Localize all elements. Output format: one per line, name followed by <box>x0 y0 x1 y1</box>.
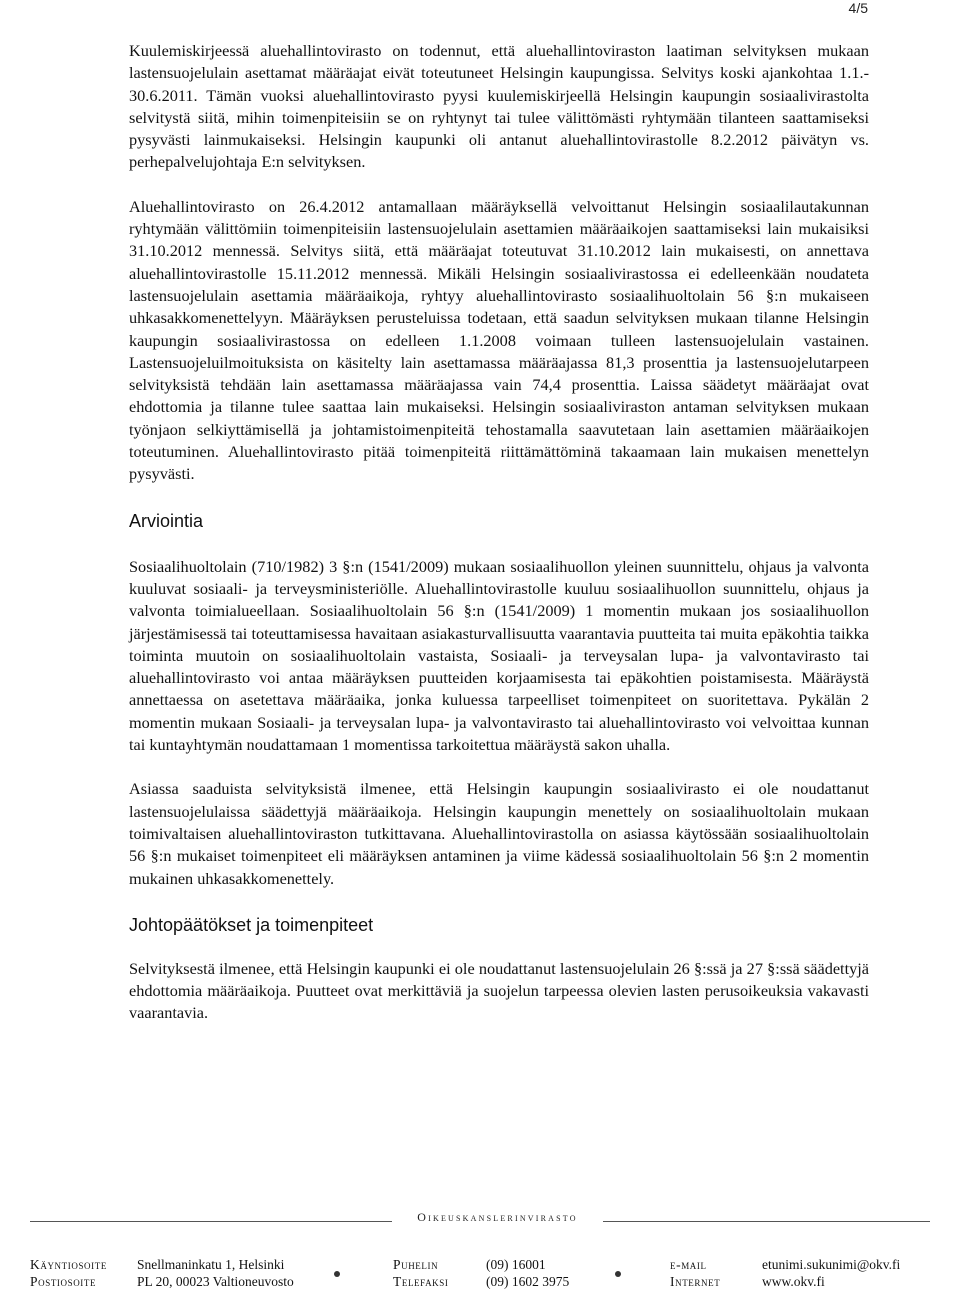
fax-value: (09) 1602 3975 <box>486 1274 570 1289</box>
postal-address-label: Postiosoite <box>30 1274 97 1289</box>
phone-label: Puhelin <box>393 1257 439 1272</box>
paragraph-selvitykset: Asiassa saaduista selvityksistä ilmenee, että Helsingin kaupungin sosiaalivirasto ei ole noudattanut lastensuojelulaissa säädettyjä määräaikoja. Helsingin kaupungin menettely on sosiaalihuoltolain mukaan toimivaltaisen aluehallintoviraston tutkittavana. Aluehallintovirastolla on asiassa käytössään sosiaalihuoltolain 56 §:n mukaiset toimenpiteet eli määräyksen antaminen ja viime kädessä sosiaalihuoltolain 56 §:n 2 momentin mukainen uhkasakkomenettely. <box>129 779 869 888</box>
footer-bullet-icon <box>334 1271 340 1277</box>
footer-divider-left <box>30 1221 392 1222</box>
visiting-address-value: Snellmaninkatu 1, Helsinki <box>137 1257 285 1272</box>
visiting-address-label: Käyntiosoite <box>30 1257 107 1272</box>
document-body <box>129 40 869 1025</box>
email-value: etunimi.sukunimi@okv.fi <box>762 1257 901 1272</box>
heading-arviointia: Arviointia <box>129 510 204 531</box>
postal-address-value: PL 20, 00023 Valtioneuvosto <box>137 1274 294 1289</box>
paragraph-johtopaatos: Selvityksestä ilmenee, että Helsingin kaupunki ei ole noudattanut lastensuojelulain 26 §:ssä ja 27 §:ssä säädettyjä ehdottomia määräaikoja. Puutteet ovat merkittäviä ja suojelun tarpeessa olevien lasten perusoikeuksia vakavasti vaarantavia. <box>129 958 869 1023</box>
footer-bullet-icon <box>615 1271 621 1277</box>
page-number: 4/5 <box>848 0 868 16</box>
fax-label: Telefaksi <box>393 1274 449 1289</box>
paragraph-sosiaalihuoltolaki: Sosiaalihuoltolain (710/1982) 3 §:n (1541/2009) mukaan sosiaalihuollon yleinen suunnittelu, ohjaus ja valvonta kuuluvat sosiaali- ja terveysministeriölle. Aluehallintovirastolle kuuluu sosiaalihuollon suunnittelu, ohjaus ja valvonta toimialueellaan. Sosiaalihuoltolain 56 §:n (1541/2009) 1 momentin mukaan jos sosiaalihuollon järjestämisessä tai toteuttamisessa havaitaan asiakasturvallisuutta vaarantavia puutteita tai muita epäkohtia taikka toiminta muutoin on sosiaalihuoltolain vastaista, Sosiaali- ja terveysalan lupa- ja valvontavirasto tai aluehallintovirasto voi antaa määräyksen puutteiden korjaamisesta tai epäkohtien poistamisesta. Määräystä annettaessa on asetettava määräaika, jonka kuluessa tarpeelliset toimenpiteet on suoritettava. Pykälän 2 momentin mukaan Sosiaali- ja terveysalan lupa- ja valvontavirasto tai aluehallintovirasto voi velvoittaa kunnan tai kuntayhtymän noudattamaan 1 momentissa tarkoitettua määräystä sakon uhalla. <box>129 556 869 755</box>
internet-label: Internet <box>670 1274 721 1289</box>
page-footer <box>0 1208 960 1291</box>
internet-value: www.okv.fi <box>762 1274 825 1289</box>
footer-organization-name: Oikeuskanslerinvirasto <box>417 1210 578 1224</box>
phone-value: (09) 16001 <box>486 1257 546 1272</box>
email-label: e-mail <box>670 1257 707 1272</box>
paragraph-maarays: Aluehallintovirasto on 26.4.2012 antamallaan määräyksellä velvoittanut Helsingin sosiaalilautakunnan ryhtymään välittömiin toimenpiteisiin lastensuojelulain asettamien määräaikojen saattamiseksi lain mukaisiksi 31.10.2012 mennessä. Selvitys siitä, että määräajat toteutuvat 31.10.2012 lain mukaisesti, on annettava aluehallintovirastolle 15.11.2012 mennessä. Mikäli Helsingin sosiaalivirastossa ei edelleenkään noudateta lastensuojelulain asettamia määräaikoja, ryhtyy aluehallintovirasto sosiaalihuoltolain 56 §:n mukaiseen uhkasakkomenettelyyn. Määräyksen perusteluissa todetaan, että saadun selvityksen mukaan tilanne Helsingin kaupungin sosiaalivirastossa on edelleen 1.1.2008 voimaan tulleen lastensuojelulain vastainen. Lastensuojeluilmoituksista on käsitelty lain asettamassa määräajassa 81,3 prosenttia ja lastensuojelutarpeen selvityksistä tehdään lain asettamassa määräajassa vain 74,4 prosenttia. Laissa säädetyt määräajat ovat ehdottomia ja tilanne tulee saattaa lain mukaiseksi. Helsingin sosiaaliviraston antaman selvityksen mukaan työnjaon selkiyttämisellä ja johtamistoimenpiteitä tehostamalla saavutetaan lain asettamien määräaikojen toteutuminen. Aluehallintovirasto pitää toimenpiteitä riittämättöminä takaamaan lain mukaisen menettelyn pysyvästi. <box>129 196 869 484</box>
footer-divider-right <box>603 1221 930 1222</box>
heading-johtopaatokset: Johtopäätökset ja toimenpiteet <box>129 914 374 935</box>
paragraph-kuulemiskirje: Kuulemiskirjeessä aluehallintovirasto on todennut, että aluehallintoviraston laatiman selvityksen mukaan lastensuojelulain asettamat määräajat eivät toteutuneet Helsingin kaupungissa. Selvitys koski ajankohtaa 1.1.- 30.6.2011. Tämän vuoksi aluehallintovirasto pyysi kuulemiskirjeellä Helsingin kaupungin sosiaalivirastolta selvitystä siitä, mihin toimenpiteisiin se on ryhtynyt tai tulee välittömästi ryhtymään tilanteen saattamiseksi pysyvästi lainmukaiseksi. Helsingin kaupunki oli antanut aluehallintovirastolle 8.2.2012 päivätyn vs. perhepalvelujohtaja E:n selvityksen. <box>129 41 869 172</box>
